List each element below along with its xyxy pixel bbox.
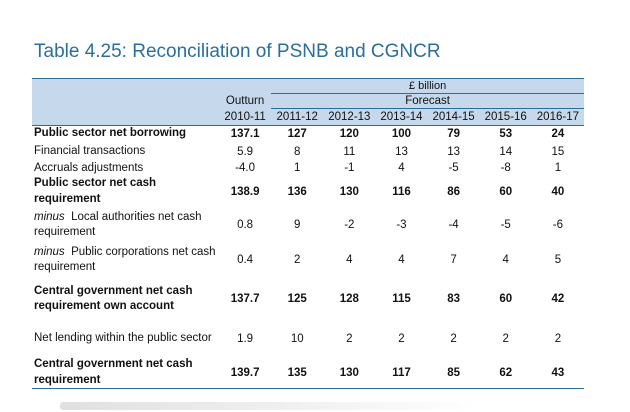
cell-value: 4: [398, 162, 405, 175]
row-label-text: Public sector net cash requirement: [34, 177, 157, 205]
row-label-text: Financial transactions: [34, 144, 146, 157]
reconciliation-table: [32, 78, 584, 389]
cell-value: 128: [339, 293, 359, 306]
table-header: [32, 79, 584, 126]
cell-value: -4.0: [235, 162, 255, 175]
cell-value: -2: [344, 219, 355, 232]
year-header: 2016-17: [532, 109, 584, 126]
row-label: [32, 207, 219, 243]
cell-value: 5.9: [237, 145, 254, 158]
forecast-label: Forecast: [271, 94, 584, 109]
cell-value: 2: [294, 254, 301, 267]
cell-value: 0.8: [237, 219, 254, 232]
row-label-text: Central government net cash requirement: [34, 358, 193, 386]
cell-value: 4: [398, 254, 405, 267]
year-header: 2012-13: [323, 109, 375, 126]
cell-value: 125: [287, 293, 307, 306]
cell-value: -5: [500, 219, 511, 232]
cell-value: 1: [294, 162, 301, 175]
cell-value: 4: [502, 254, 509, 267]
cell-value: 60: [499, 293, 513, 306]
row-label-text: Local authorities net cash requirement: [34, 210, 202, 239]
table-row: [32, 277, 584, 321]
cell-value: 136: [287, 185, 307, 198]
cell-value: 0.4: [237, 254, 254, 267]
cell-value: -4: [448, 219, 459, 232]
row-label: [32, 143, 219, 161]
table-title: Table 4.25: Reconciliation of PSNB and CGNCR: [34, 41, 441, 62]
cell-value: 79: [447, 128, 460, 141]
row-label: [32, 176, 219, 207]
cell-value: 24: [551, 128, 565, 141]
cell-value: 86: [447, 185, 460, 198]
unit-label: £ billion: [271, 79, 584, 94]
cell-value: 60: [499, 185, 513, 198]
cell-value: 100: [391, 128, 412, 141]
cell-value: 137.1: [230, 128, 260, 141]
cell-value: 120: [339, 128, 359, 141]
cell-value: 139.7: [219, 357, 271, 389]
cell-value: 130: [339, 185, 359, 198]
cell-value: 62: [480, 357, 532, 389]
cell-value: 135: [271, 357, 323, 389]
cell-value: 9: [294, 219, 301, 232]
cell-value: 10: [290, 333, 304, 346]
cell-value: 2: [346, 333, 353, 346]
table-row: [32, 207, 584, 243]
table-row: [32, 161, 584, 177]
cell-value: 14: [499, 145, 513, 158]
outturn-label: Outturn: [219, 94, 271, 109]
year-header: 2011-12: [271, 109, 323, 126]
table-row: [32, 126, 584, 143]
cell-value: 2: [398, 333, 405, 346]
cut-off-text-line: [60, 402, 480, 410]
cell-value: 138.9: [230, 185, 260, 198]
row-label-text: Net lending within the public sector: [34, 332, 212, 345]
table-row: [32, 176, 584, 207]
cell-value: 11: [343, 145, 356, 158]
cell-value: 115: [392, 293, 411, 306]
cell-value: 42: [551, 293, 565, 306]
row-label: [32, 161, 219, 177]
row-label-text: Central government net cash requirement own account: [34, 284, 193, 313]
year-header: 2014-15: [428, 109, 480, 126]
row-prefix: minus: [34, 210, 65, 223]
year-header: 2015-16: [480, 109, 532, 126]
cell-value: 1: [554, 162, 562, 175]
cell-value: 15: [551, 145, 565, 158]
year-header: 2013-14: [375, 109, 427, 126]
cell-value: 8: [294, 145, 301, 158]
cell-value: -8: [500, 162, 511, 175]
table-row: [32, 243, 584, 277]
cell-value: 53: [499, 128, 513, 141]
cell-value: 13: [395, 145, 408, 158]
cell-value: -1: [344, 162, 355, 175]
cell-value: 117: [375, 357, 427, 389]
cell-value: 7: [450, 254, 457, 267]
row-label-text: Accruals adjustments: [34, 161, 144, 174]
cell-value: -6: [552, 219, 563, 232]
cell-value: -5: [448, 162, 459, 175]
row-label: [32, 126, 219, 143]
row-prefix: minus: [34, 245, 65, 258]
cell-value: 137.7: [230, 293, 260, 306]
cell-value: 4: [346, 254, 353, 267]
row-label: [32, 277, 219, 321]
table-row: [32, 357, 584, 389]
year-header: 2010-11: [219, 109, 271, 126]
table-row: [32, 143, 584, 161]
table-body: [32, 126, 584, 389]
cell-value: 2: [554, 333, 562, 346]
cell-value: 127: [287, 128, 307, 141]
cell-value: 40: [551, 185, 565, 198]
row-label: [32, 321, 219, 357]
cell-value: 83: [447, 293, 460, 306]
row-label: [32, 357, 219, 389]
cell-value: 2: [502, 333, 509, 346]
cell-value: -3: [396, 219, 407, 232]
cell-value: 1.9: [237, 333, 254, 346]
cell-value: 2: [450, 333, 457, 346]
cell-value: 130: [323, 357, 375, 389]
table-row: [32, 321, 584, 357]
cell-value: 85: [428, 357, 480, 389]
cell-value: 13: [447, 145, 460, 158]
row-label-text: Public sector net borrowing: [34, 127, 187, 140]
cell-value: 116: [392, 185, 411, 198]
cell-value: 43: [532, 357, 584, 389]
row-label-text: Public corporations net cash requirement: [34, 245, 216, 274]
cell-value: 5: [554, 254, 562, 267]
row-label: [32, 243, 219, 277]
